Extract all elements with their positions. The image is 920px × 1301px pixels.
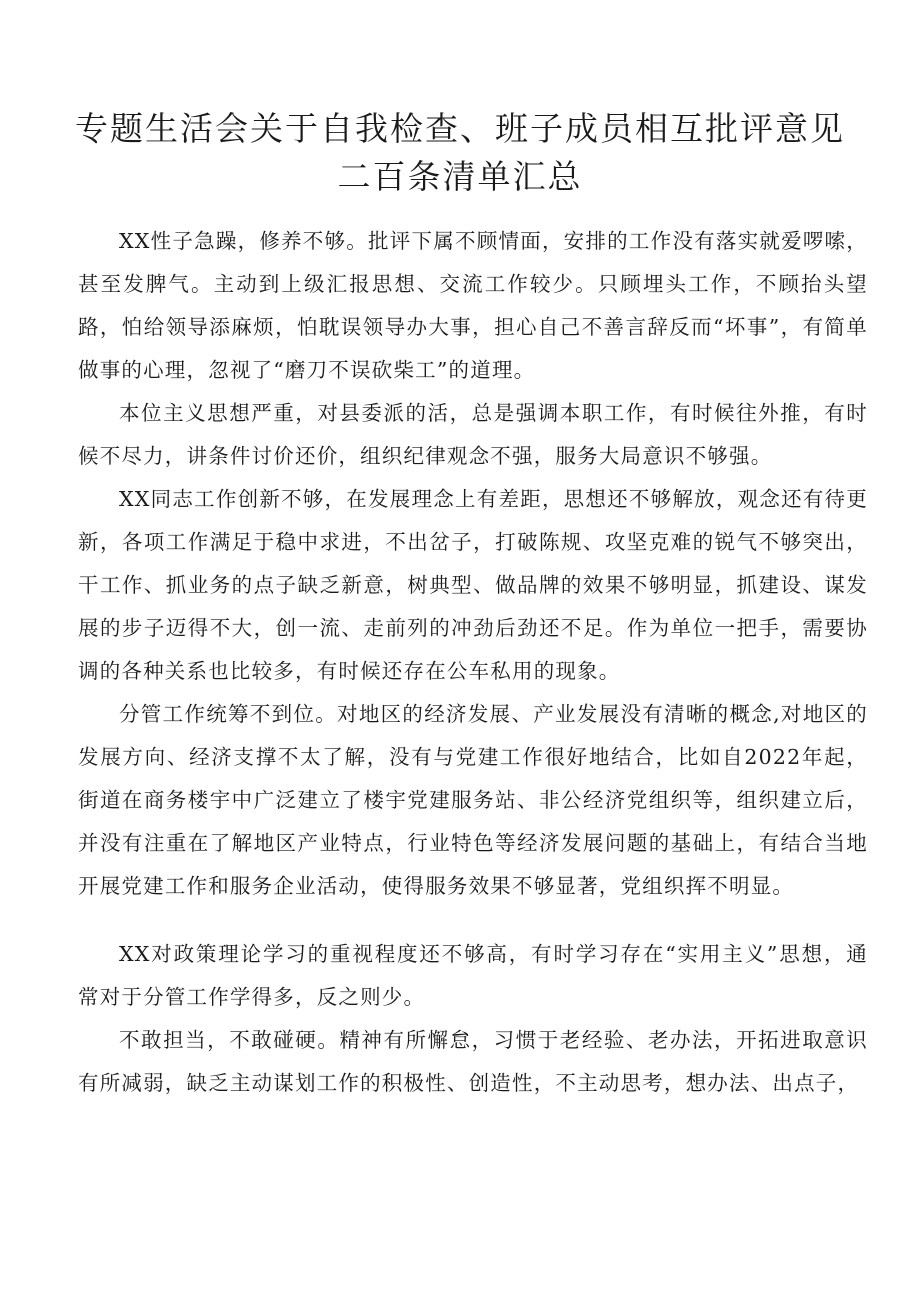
- paragraph: XX对政策理论学习的重视程度还不够高，有时学习存在“实用主义”思想，通常对于分管工作学得多，反之则少。: [78, 942, 868, 1009]
- paragraph: XX同志工作创新不够，在发展理念上有差距，思想还不够解放，观念还有待更新，各项工作满足于稳中求进，不出岔子，打破陈规、攻坚克难的锐气不够突出，干工作、抓业务的点子缺乏新意，树典型、做品牌的效果不够明显，抓建设、谋发展的步子迈得不大，创一流、走前列的冲劲后劲还不足。作为单位一把手，需要协调的各种关系也比较多，有时候还存在公车私用的现象。: [78, 487, 868, 683]
- document-body: [78, 220, 868, 1105]
- paragraph: 本位主义思想严重，对县委派的活，总是强调本职工作，有时候往外推，有时候不尽力，讲条件讨价还价，组织纪律观念不强，服务大局意识不够强。: [78, 401, 868, 468]
- paragraph: 分管工作统筹不到位。对地区的经济发展、产业发展没有清晰的概念,对地区的发展方向、经济支撑不太了解，没有与党建工作很好地结合，比如自2022年起，街道在商务楼宇中广泛建立了楼宇党建服务站、非公经济党组织等，组织建立后，并没有注重在了解地区产业特点，行业特色等经济发展问题的基础上，有结合当地开展党建工作和服务企业活动，使得服务效果不够显著，党组织挥不明显。: [78, 702, 868, 898]
- document-title-line-1: 专题生活会关于自我检查、班子成员相互批评意见: [75, 109, 845, 148]
- paragraph: 不敢担当，不敢碰硬。精神有所懈怠，习惯于老经验、老办法，开拓进取意识有所减弱，缺乏主动谋划工作的积极性、创造性，不主动思考，想办法、出点子，: [78, 1028, 868, 1095]
- document-title-line-2: 二百条清单汇总: [337, 157, 583, 196]
- paragraph: XX性子急躁，修养不够。批评下属不顾情面，安排的工作没有落实就爱啰嗦，甚至发脾气。主动到上级汇报思想、交流工作较少。只顾埋头工作，不顾抬头望路，怕给领导添麻烦，怕耽误领导办大事，担心自己不善言辞反而“坏事”，有简单做事的心理，忽视了“磨刀不误砍柴工”的道理。: [78, 229, 868, 382]
